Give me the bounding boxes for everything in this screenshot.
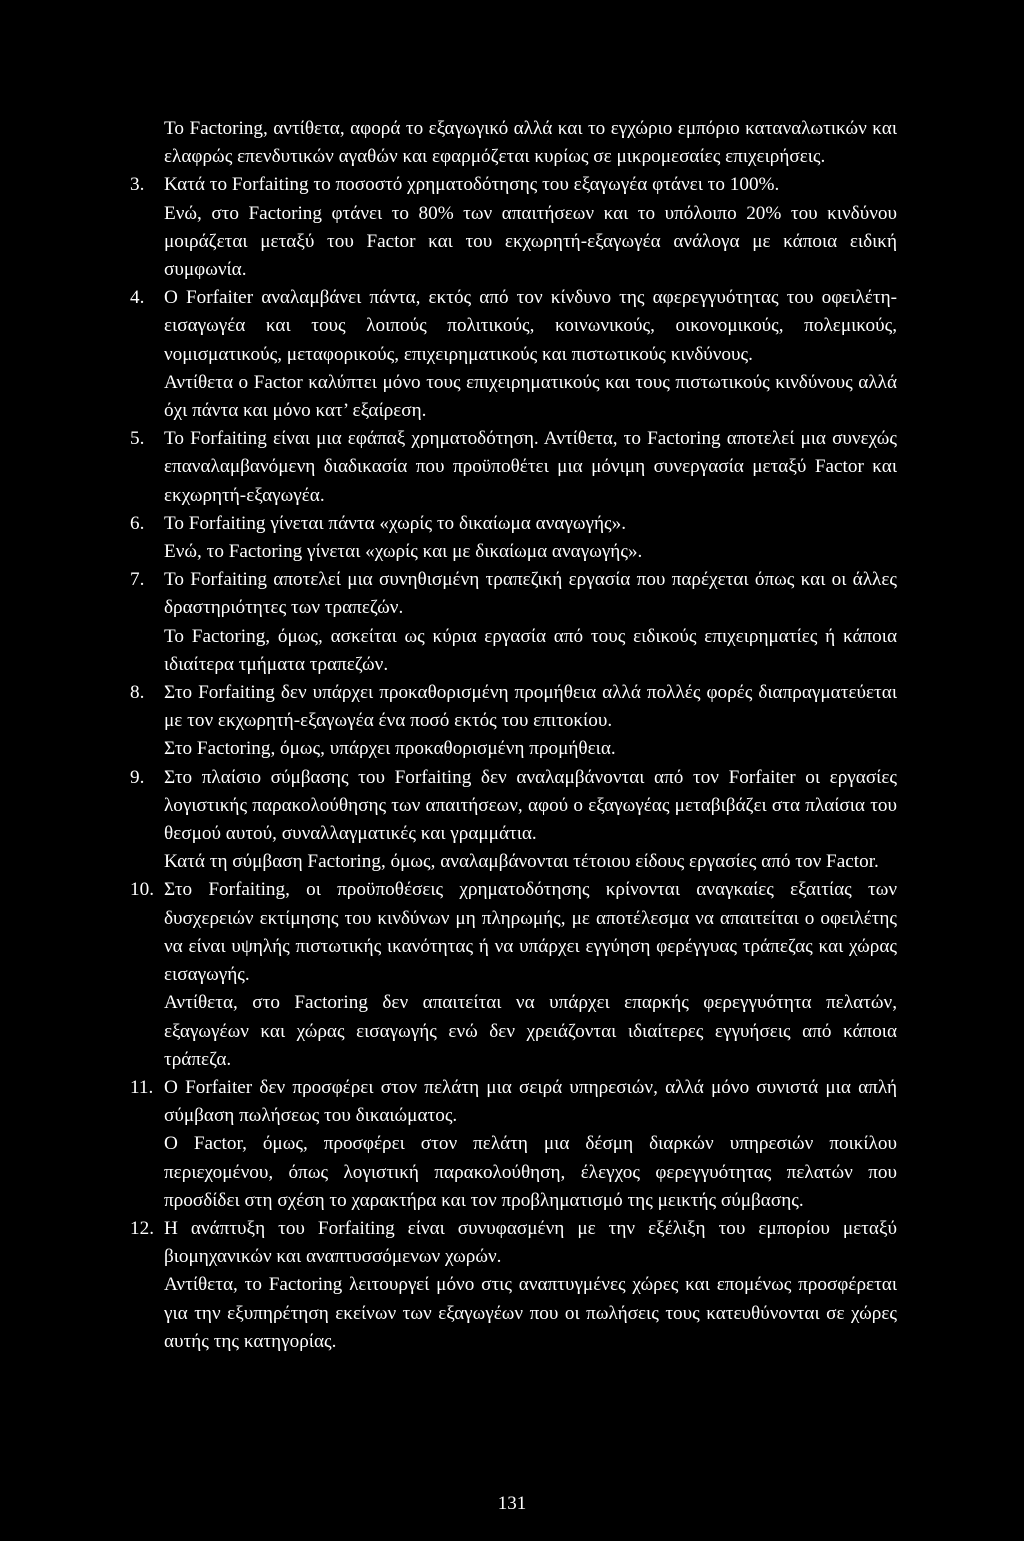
list-number: 3. bbox=[130, 174, 145, 196]
list-number: 6. bbox=[130, 512, 145, 534]
list-item-text: Κατά το Forfaiting το ποσοστό χρηματοδότησης του εξαγωγέα φτάνει το 100%. bbox=[164, 174, 780, 196]
list-item-9 bbox=[130, 764, 897, 877]
list-item-text: Στο Forfaiting, οι προϋποθέσεις χρηματοδότησης κρίνονται αναγκαίες εξαιτίας των δυσχερειών εκτίμησης του κινδύνων μη πληρωμής, με αποτέλεσμα να απαιτείται ο οφειλέτης να είναι υψηλής πιστωτικής ικανότητας ή να υπάρχει εγγύηση φερέγγυας τράπεζας και χώρας εισαγωγής. bbox=[164, 879, 897, 986]
list-number: 4. bbox=[130, 287, 145, 309]
list-number: 7. bbox=[130, 569, 145, 591]
list-item-contrast: Ο Factor, όμως, προσφέρει στον πελάτη μια δέσμη διαρκών υπηρεσιών ποικίλου περιεχομένου, όπως λογιστική παρακολούθηση, έλεγχος φερεγγυότητας πελατών που προσδίδει στη σχέση το χαρακτήρα και τον προβληματισμό της μεικτής σύμβασης. bbox=[164, 1133, 897, 1211]
list-item-text: Στο Forfaiting δεν υπάρχει προκαθορισμένη προμήθεια αλλά πολλές φορές διαπραγματεύεται με τον εκχωρητή-εξαγωγέα ένα ποσό εκτός του επιτοκίου. bbox=[164, 682, 897, 732]
list-number: 10. bbox=[130, 879, 154, 901]
list-item-5 bbox=[130, 425, 897, 510]
list-item-6 bbox=[130, 510, 897, 566]
page-number: 131 bbox=[497, 1493, 527, 1514]
list-item-text: Το Forfaiting αποτελεί μια συνηθισμένη τραπεζική εργασία που παρέχεται όπως και οι άλλες δραστηριότητες των τραπεζών. bbox=[164, 569, 897, 619]
list-item-text: Ο Forfaiter αναλαμβάνει πάντα, εκτός από τον κίνδυνο της αφερεγγυότητας του οφειλέτη-εισαγωγέα και τους λοιπούς πολιτικούς, κοινωνικούς, οικονομικούς, πολεμικούς, νομισματικούς, μεταφορικούς, επιχειρηματικούς και πιστωτικούς κινδύνους. bbox=[164, 287, 897, 365]
list-item-10 bbox=[130, 876, 897, 1073]
list-item-11 bbox=[130, 1074, 897, 1215]
list-item-text: Η ανάπτυξη του Forfaiting είναι συνυφασμένη με την εξέλιξη του εμπορίου μεταξύ βιομηχανικών και αναπτυσσόμενων χωρών. bbox=[164, 1217, 897, 1268]
list-number: 11. bbox=[130, 1076, 154, 1098]
list-item-text: Στο πλαίσιο σύμβασης του Forfaiting δεν αναλαμβάνονται από τον Forfaiter οι εργασίες λογιστικής παρακολούθησης των απαιτήσεων, αφού ο εξαγωγέας μεταβιβάζει στα πλαίσια του θεσμού αυτού, συναλλαγματικές και γραμμάτια. bbox=[164, 766, 897, 845]
list-item-contrast: Ενώ, στο Factoring φτάνει το 80% των απαιτήσεων και το υπόλοιπο 20% του κινδύνου μοιράζεται μεταξύ του Factor και του εκχωρητή-εξαγωγέα ανάλογα με κάποια ειδική συμφωνία. bbox=[164, 202, 897, 281]
list-item-text: Ο Forfaiter δεν προσφέρει στον πελάτη μια σειρά υπηρεσιών, αλλά μόνο συνιστά μια απλή σύμβαση πωλήσεως του δικαιώματος. bbox=[164, 1076, 897, 1127]
list-item-7 bbox=[130, 566, 897, 679]
list-item-contrast: Κατά τη σύμβαση Factoring, όμως, αναλαμβάνονται τέτοιου είδους εργασίες από τον Factor. bbox=[164, 851, 879, 873]
list-item-contrast: Αντίθετα ο Factor καλύπτει μόνο τους επιχειρηματικούς και τους πιστωτικούς κινδύνους αλλά όχι πάντα και μόνο κατ’ εξαίρεση. bbox=[164, 371, 897, 422]
list-number: 9. bbox=[130, 766, 145, 788]
list-number: 12. bbox=[130, 1217, 154, 1239]
list-item-4 bbox=[130, 284, 897, 425]
list-item-text: Το Forfaiting γίνεται πάντα «χωρίς το δικαίωμα αναγωγής». bbox=[164, 512, 627, 534]
list-number: 5. bbox=[130, 428, 145, 450]
list-item-12 bbox=[130, 1215, 897, 1356]
list-item-text: Το Forfaiting είναι μια εφάπαξ χρηματοδότηση. Αντίθετα, το Factoring αποτελεί μια συνεχώς επαναλαμβανόμενη διαδικασία που προϋποθέτει μια μόνιμη συνεργασία μεταξύ Factor και εκχωρητή-εξαγωγέα. bbox=[164, 428, 897, 506]
list-item-3 bbox=[130, 171, 897, 284]
intro-paragraph: Το Factoring, αντίθετα, αφορά το εξαγωγικό αλλά και το εγχώριο εμπόριο καταναλωτικών και ελαφρώς επενδυτικών αγαθών και εφαρμόζεται κυρίως σε μικρομεσαίες επιχειρήσεις. bbox=[164, 118, 897, 168]
list-item-contrast: Αντίθετα, στο Factoring δεν απαιτείται να υπάρχει επαρκής φερεγγυότητα πελατών, εξαγωγέων και χώρας εισαγωγής ενώ δεν χρειάζονται ιδιαίτερες εγγυήσεις από κάποια τράπεζα. bbox=[164, 992, 897, 1070]
list-item-contrast: Στο Factoring, όμως, υπάρχει προκαθορισμένη προμήθεια. bbox=[164, 738, 616, 760]
list-item-8 bbox=[130, 679, 897, 764]
list-number: 8. bbox=[130, 682, 145, 704]
list-item-contrast: Το Factoring, όμως, ασκείται ως κύρια εργασία από τους ειδικούς επιχειρηματίες ή κάποια ιδιαίτερα τμήματα τραπεζών. bbox=[164, 625, 897, 675]
page-body bbox=[130, 115, 897, 1356]
list-item-contrast: Αντίθετα, το Factoring λειτουργεί μόνο στις αναπτυγμένες χώρες και επομένως προσφέρεται για την εξυπηρέτηση εκείνων των εξαγωγέων που οι πωλήσεις τους κατευθύνονται σε χώρες αυτής της κατηγορίας. bbox=[164, 1274, 897, 1352]
list-item-contrast: Ενώ, το Factoring γίνεται «χωρίς και με δικαίωμα αναγωγής». bbox=[164, 541, 643, 563]
